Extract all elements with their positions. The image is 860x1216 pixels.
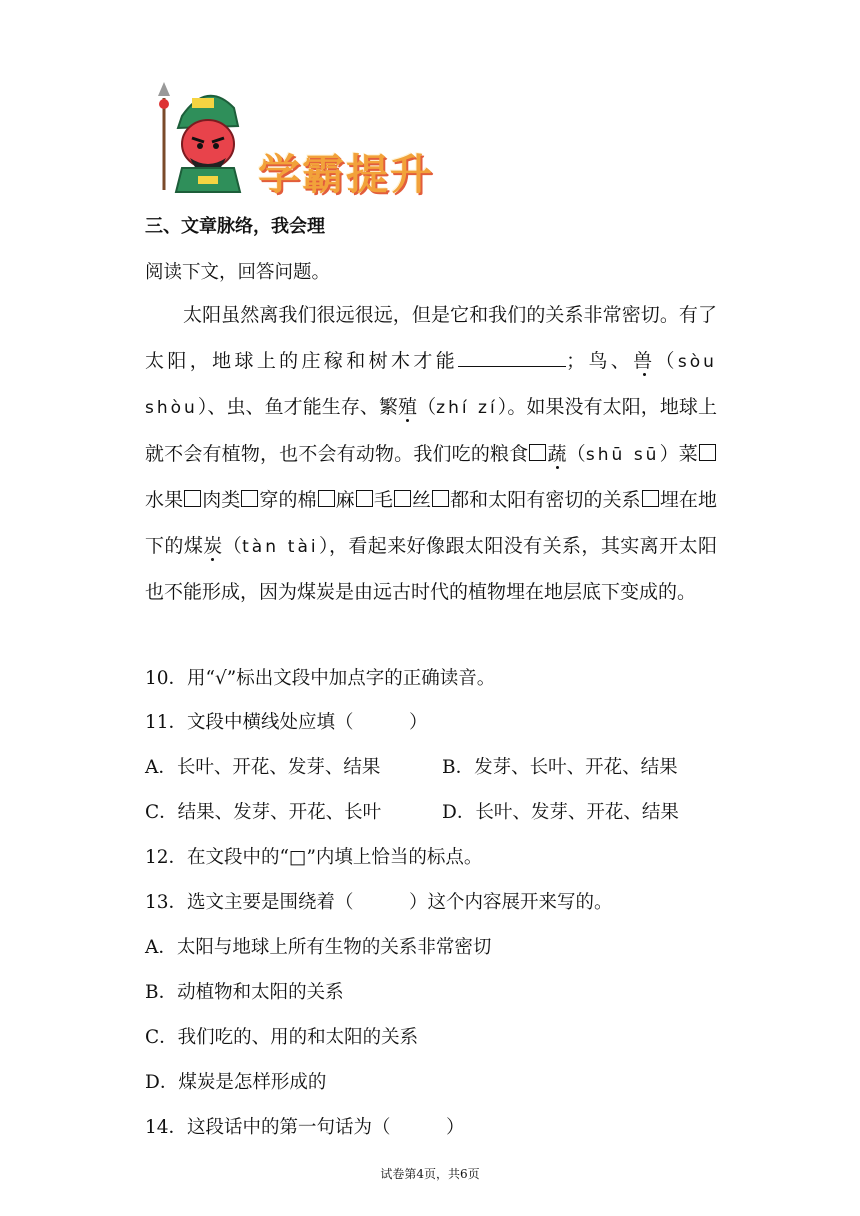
question-11: 11．文段中横线处应填（ ） xyxy=(145,712,428,733)
answer-blank[interactable] xyxy=(458,348,566,367)
punctuation-box[interactable] xyxy=(184,490,201,507)
punctuation-box[interactable] xyxy=(356,490,373,507)
q13-option-c[interactable]: C．我们吃的、用的和太阳的关系 xyxy=(145,1027,419,1048)
punctuation-box[interactable] xyxy=(318,490,335,507)
punctuation-box[interactable] xyxy=(529,444,546,461)
q13-option-b[interactable]: B．动植物和太阳的关系 xyxy=(145,982,344,1003)
page-footer: 试卷第4页，共6页 xyxy=(380,1167,480,1181)
logo-title: 学霸提升 xyxy=(258,150,435,199)
reading-passage: 太阳虽然离我们很远很远，但是它和我们的关系非常密切。有了太阳，地球上的庄稼和树木才能 ；鸟、兽（sòu shòu）、虫、鱼才能生存、繁殖（zhí zí）。如果没有太阳，地球上就不会有植物，也不会有动物。我们吃的粮食 蔬（shū sū）菜水果 肉类 穿的棉 麻 毛 丝 都和太阳有密切的关系 埋在地下的煤炭（tàn tài），看起来好像跟太阳没有关系，其实离开太阳也不能形成，因为煤炭是由远古时代的植物埋在地层底下变成的。 xyxy=(145,304,717,603)
question-14: 14．这段话中的第一句话为（ ） xyxy=(145,1117,465,1138)
pinyin-options: sòu shòu xyxy=(145,351,717,418)
cartoon-general-icon xyxy=(152,78,262,196)
punctuation-box[interactable] xyxy=(394,490,411,507)
instruction-text: 阅读下文，回答问题。 xyxy=(145,262,331,283)
q13-option-a[interactable]: A．太阳与地球上所有生物的关系非常密切 xyxy=(145,937,492,958)
pinyin-options: shū sū xyxy=(585,444,660,465)
q11-option-b[interactable]: B．发芽、长叶、开花、结果 xyxy=(442,757,678,778)
dotted-char: 炭 xyxy=(203,534,223,557)
section-title: 三、文章脉络，我会理 xyxy=(145,216,325,237)
q11-option-a[interactable]: A．长叶、开花、发芽、结果 xyxy=(145,757,381,778)
dotted-char: 殖 xyxy=(398,396,418,418)
punctuation-box[interactable] xyxy=(642,490,659,507)
punctuation-box[interactable] xyxy=(699,444,716,461)
question-12: 12．在文段中的“□”内填上恰当的标点。 xyxy=(145,847,483,868)
q11-option-c[interactable]: C．结果、发芽、开花、长叶 xyxy=(145,802,382,823)
punctuation-box[interactable] xyxy=(432,490,449,507)
q13-option-d[interactable]: D．煤炭是怎样形成的 xyxy=(145,1072,327,1093)
pinyin-options: zhí zí xyxy=(436,398,498,418)
dotted-char: 兽 xyxy=(633,349,656,372)
q11-option-d[interactable]: D．长叶、发芽、开花、结果 xyxy=(442,802,679,823)
punctuation-box[interactable] xyxy=(241,490,258,507)
dotted-char: 蔬 xyxy=(547,442,567,465)
question-10: 10．用“√”标出文段中加点字的正确读音。 xyxy=(145,668,496,689)
question-13: 13．选文主要是围绕着（ ）这个内容展开来写的。 xyxy=(145,892,613,913)
pinyin-options: tàn tài xyxy=(242,536,319,557)
